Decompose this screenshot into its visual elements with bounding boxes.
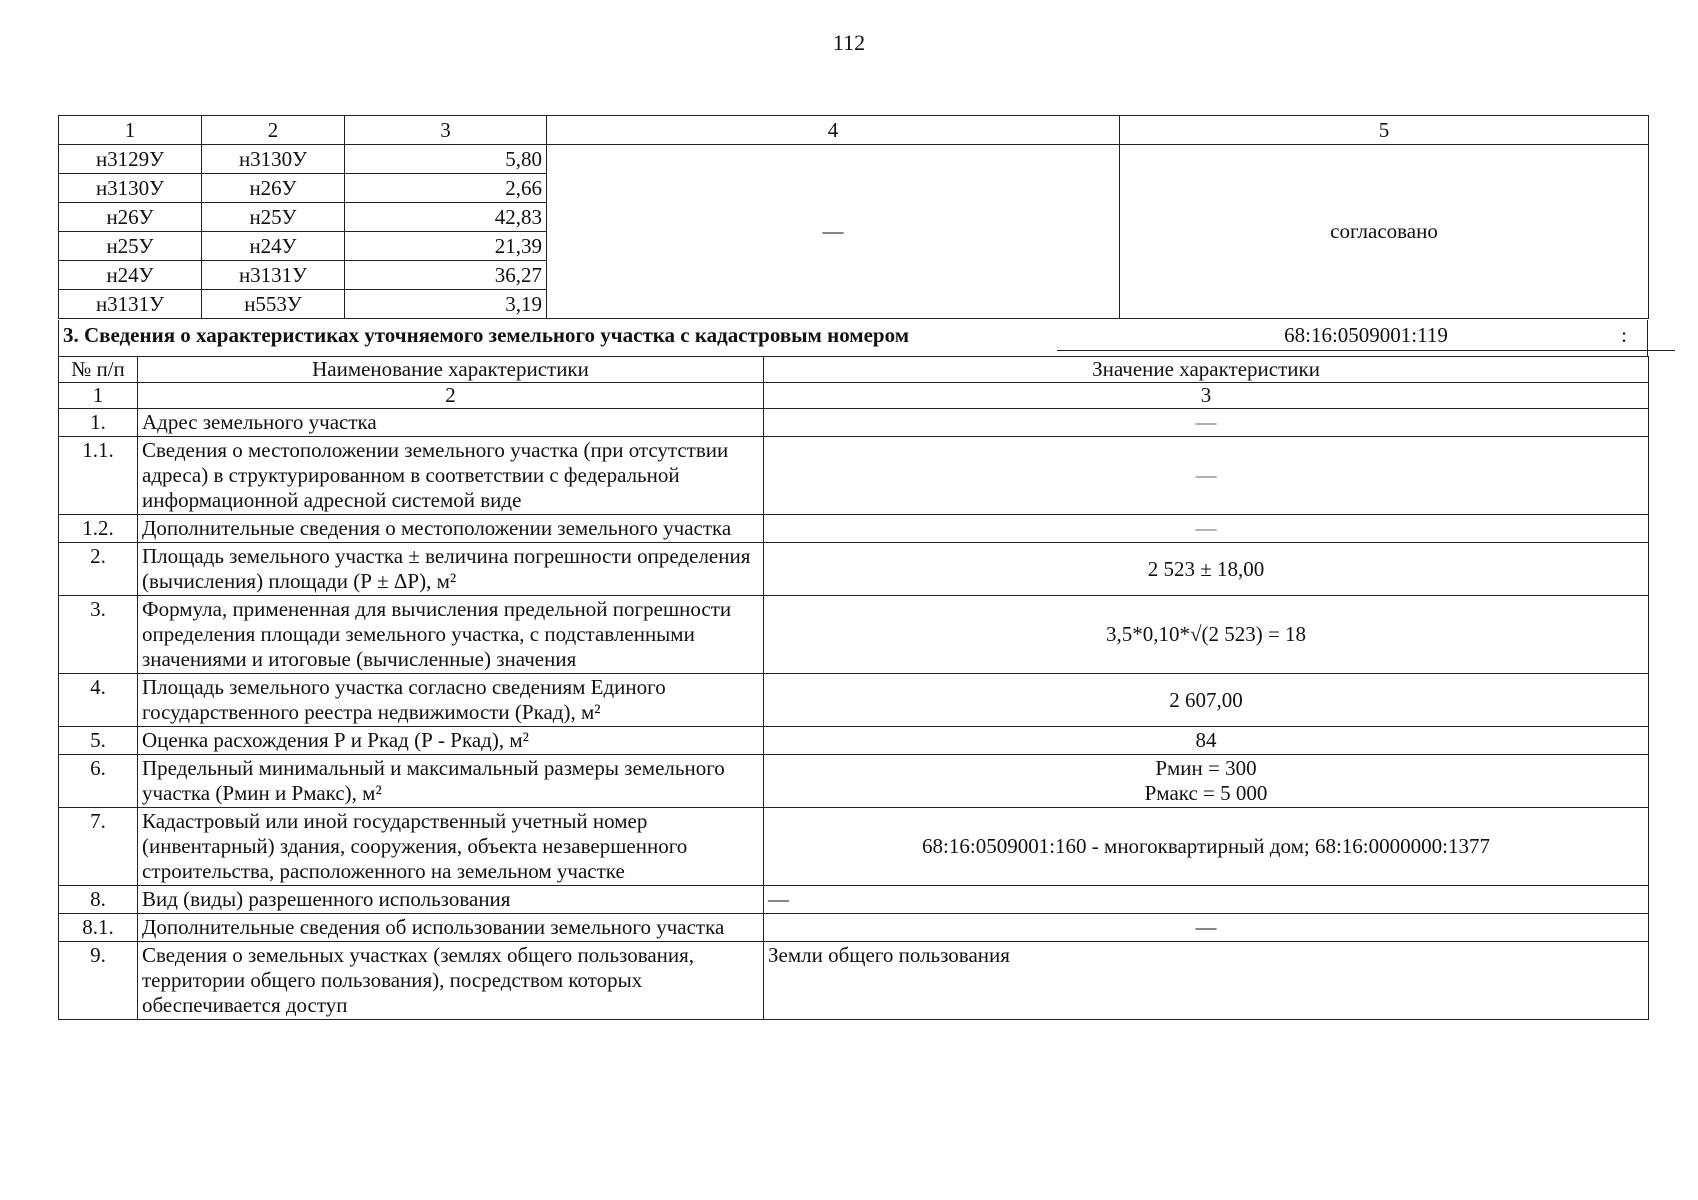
from-point: н3130У [59, 174, 202, 203]
table-row [59, 727, 1649, 755]
table-row [59, 674, 1649, 727]
characteristic-value: — [764, 515, 1649, 543]
characteristic-value: Земли общего пользования [764, 942, 1649, 1020]
header-cell: 1 [59, 116, 202, 145]
column-number: 1 [59, 383, 138, 409]
col5-value: согласовано [1120, 145, 1649, 319]
table-row [59, 409, 1649, 437]
from-point: н3129У [59, 145, 202, 174]
distance: 5,80 [345, 145, 547, 174]
characteristic-name: Оценка расхождения Р и Ркад (Р - Ркад), м² [138, 727, 764, 755]
table-row [59, 437, 1649, 515]
row-number: 5. [59, 727, 138, 755]
table-row [59, 755, 1649, 808]
row-number: 7. [59, 808, 138, 886]
header-cell: Значение характеристики [764, 357, 1649, 383]
header-cell: 3 [345, 116, 547, 145]
characteristic-value: 2 607,00 [764, 674, 1649, 727]
page-number: 112 [832, 30, 866, 55]
table-row [59, 886, 1649, 914]
characteristic-name: Кадастровый или иной государственный учетный номер (инвентарный) здания, сооружения, объекта незавершенного строительства, расположенного на земельном участке [138, 808, 764, 886]
col4-value: — [547, 145, 1120, 319]
boundary-points-table [58, 115, 1649, 319]
column-number: 2 [138, 383, 764, 409]
header-cell: № п/п [59, 357, 138, 383]
table-header-row [59, 116, 1649, 145]
row-number: 9. [59, 942, 138, 1020]
characteristic-value: 2 523 ± 18,00 [764, 543, 1649, 596]
characteristic-value: — [764, 886, 1649, 914]
characteristic-value: 68:16:0509001:160 - многоквартирный дом; 68:16:0000000:1377 [764, 808, 1649, 886]
characteristic-name: Сведения о местоположении земельного участка (при отсутствии адреса) в структурированном в соответствии с федеральной информационной адресной системой виде [138, 437, 764, 515]
characteristic-value: — [764, 914, 1649, 942]
distance: 2,66 [345, 174, 547, 203]
characteristics-table [58, 356, 1649, 1020]
to-point: н3130У [202, 145, 345, 174]
min-area-value: Рмин = 300 [1155, 756, 1257, 780]
header-cell: 5 [1120, 116, 1649, 145]
characteristic-name: Площадь земельного участка согласно сведениям Единого государственного реестра недвижимости (Ркад), м² [138, 674, 764, 727]
row-number: 8. [59, 886, 138, 914]
row-number: 1.1. [59, 437, 138, 515]
row-number: 1.2. [59, 515, 138, 543]
table-row [59, 543, 1649, 596]
to-point: н553У [202, 290, 345, 319]
table-header-row [59, 357, 1649, 383]
section-colon: : [1621, 323, 1627, 347]
from-point: н3131У [59, 290, 202, 319]
header-cell: Наименование характеристики [138, 357, 764, 383]
characteristic-name: Формула, примененная для вычисления предельной погрешности определения площади земельного участка, с подставленными значениями и итоговые (вычисленные) значения [138, 596, 764, 674]
row-number: 1. [59, 409, 138, 437]
section-title: 3. Сведения о характеристиках уточняемого земельного участка с кадастровым номером [63, 323, 910, 347]
row-number: 3. [59, 596, 138, 674]
cadastral-number: 68:16:0509001:119 [1057, 323, 1675, 351]
table-row [59, 914, 1649, 942]
to-point: н3131У [202, 261, 345, 290]
characteristic-name: Площадь земельного участка ± величина погрешности определения (вычисления) площади (Р ± ΔР), м² [138, 543, 764, 596]
characteristic-name: Сведения о земельных участках (землях общего пользования, территории общего пользования), посредством которых обеспечивается доступ [138, 942, 764, 1020]
max-area-value: Рмакс = 5 000 [1144, 781, 1268, 805]
from-point: н26У [59, 203, 202, 232]
characteristic-value: — [764, 409, 1649, 437]
to-point: н25У [202, 203, 345, 232]
row-number: 2. [59, 543, 138, 596]
characteristic-name: Дополнительные сведения о местоположении земельного участка [138, 515, 764, 543]
characteristic-value: 84 [764, 727, 1649, 755]
column-number-row [59, 383, 1649, 409]
to-point: н24У [202, 232, 345, 261]
characteristic-name: Вид (виды) разрешенного использования [138, 886, 764, 914]
characteristic-name: Предельный минимальный и максимальный размеры земельного участка (Рмин и Рмакс), м² [138, 755, 764, 808]
distance: 42,83 [345, 203, 547, 232]
header-cell: 4 [547, 116, 1120, 145]
table-row [59, 942, 1649, 1020]
distance: 36,27 [345, 261, 547, 290]
row-number: 4. [59, 674, 138, 727]
row-number: 8.1. [59, 914, 138, 942]
table-row [59, 515, 1649, 543]
characteristic-value [764, 755, 1649, 808]
characteristic-name: Дополнительные сведения об использовании земельного участка [138, 914, 764, 942]
distance: 3,19 [345, 290, 547, 319]
row-number: 6. [59, 755, 138, 808]
column-number: 3 [764, 383, 1649, 409]
from-point: н24У [59, 261, 202, 290]
distance: 21,39 [345, 232, 547, 261]
table-row [59, 145, 1649, 174]
characteristic-value: — [764, 437, 1649, 515]
header-cell: 2 [202, 116, 345, 145]
characteristic-value: 3,5*0,10*√(2 523) = 18 [764, 596, 1649, 674]
table-row [59, 596, 1649, 674]
from-point: н25У [59, 232, 202, 261]
to-point: н26У [202, 174, 345, 203]
table-row [59, 808, 1649, 886]
section-heading [58, 320, 1648, 356]
characteristic-name: Адрес земельного участка [138, 409, 764, 437]
